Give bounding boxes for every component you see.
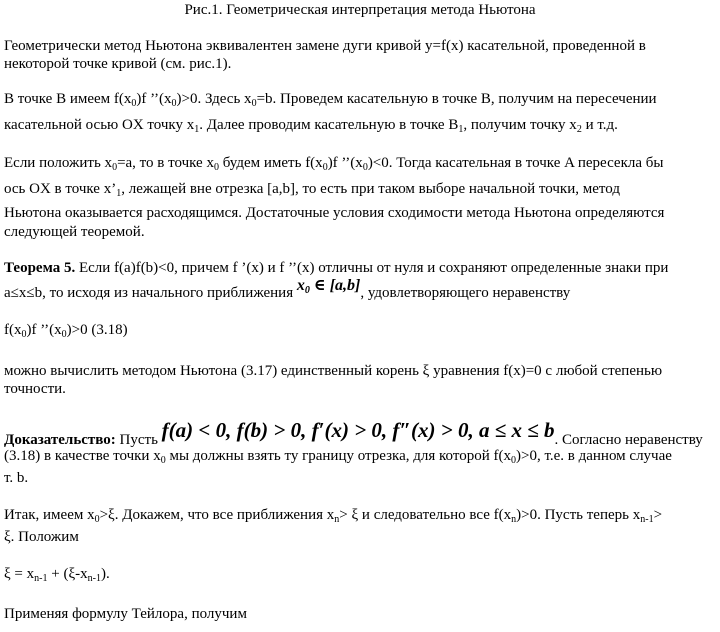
- paragraph-2-line-2: касательной осью OX точку $x_1$. Далее проводим касательную в точке $B_1$, получим точку $x_2$ и т.д.: [4, 117, 618, 135]
- paragraph-5-line-2: ξ. Положим: [4, 529, 79, 545]
- proof-conditions-formula: f(a) < 0, f(b) > 0, f′(x) > 0, f″(x) > 0, a ≤ x ≤ b: [161, 418, 555, 442]
- paragraph-2-line-1: В точке B имеем $f(x_0)f$ $’’(x_0)>0$. Здесь $x_0=b$. Проведем касательную в точке B, получим на пересечении: [4, 91, 657, 109]
- paragraph-5-line-1: Итак, имеем $x_0>\xi$. Докажем, что все приближения $x_n> \xi$ и следовательно все $f(x_n)>0$. Пусть теперь $x_{n-1}>$: [4, 507, 663, 525]
- theorem-label: Теорема 5.: [4, 260, 76, 276]
- paragraph-1-line-1: Геометрически метод Ньютона эквивалентен замене дуги кривой y=f(x) касательной, проведенной в: [4, 38, 646, 54]
- paragraph-6: Применяя формулу Тейлора, получим: [4, 606, 247, 622]
- paragraph-3-line-3: Ньютона оказывается расходящимся. Достаточные условия сходимости метода Ньютона определяются: [4, 205, 665, 221]
- proof-line-3: т. b.: [4, 470, 29, 486]
- inequality-3-18: $f(x_0)f$ $’’(x_0)>0$ (3.18): [4, 322, 128, 340]
- initial-approximation-formula: $x_0$ ∈ [a,b]: [296, 277, 361, 296]
- paragraph-3-line-1: Если положить $x_0=a$, то в точке $x_0$ будем иметь $f(x_0)f$ $’’(x_0)<0$. Тогда касательная в точке A пересекла бы: [4, 155, 664, 173]
- paragraph-1-line-2: некоторой точке кривой (см. рис.1).: [4, 56, 232, 72]
- paragraph-3-line-2: ось OX в точке $x’_1$, лежащей вне отрезка [a,b], то есть при таком выборе начальной точки, метод: [4, 181, 620, 199]
- proof-line-1: Доказательство: Пусть f(a) < 0, f(b) > 0, f′(x) > 0, f″(x) > 0, a ≤ x ≤ b. Согласно неравенству: [4, 418, 703, 448]
- paragraph-4-line-2: точности.: [4, 381, 66, 397]
- theorem-line-2: a≤x≤b, то исходя из начального приближения $x_0$ ∈ [a,b], удовлетворяющего неравенству: [4, 277, 571, 301]
- xi-equation: $\xi = x_{n-1} + (\xi-x_{n-1})$.: [4, 566, 110, 584]
- proof-label: Доказательство:: [4, 432, 116, 448]
- proof-line-2: (3.18) в качестве точки $x_0$ мы должны взять ту границу отрезка, для которой $f(x_0)>0$, т.е. в данном случае: [4, 448, 672, 466]
- theorem-line-1: Теорема 5. Если f(a)f(b)<0, причем f ’(x) и f ’’(x) отличны от нуля и сохраняют определенные знаки при: [4, 260, 669, 276]
- paragraph-4-line-1: можно вычислить методом Ньютона (3.17) единственный корень ξ уравнения f(x)=0 с любой степенью: [4, 363, 663, 379]
- figure-caption: Рис.1. Геометрическая интерпретация метода Ньютона: [184, 2, 536, 18]
- paragraph-3-line-4: следующей теоремой.: [4, 224, 145, 240]
